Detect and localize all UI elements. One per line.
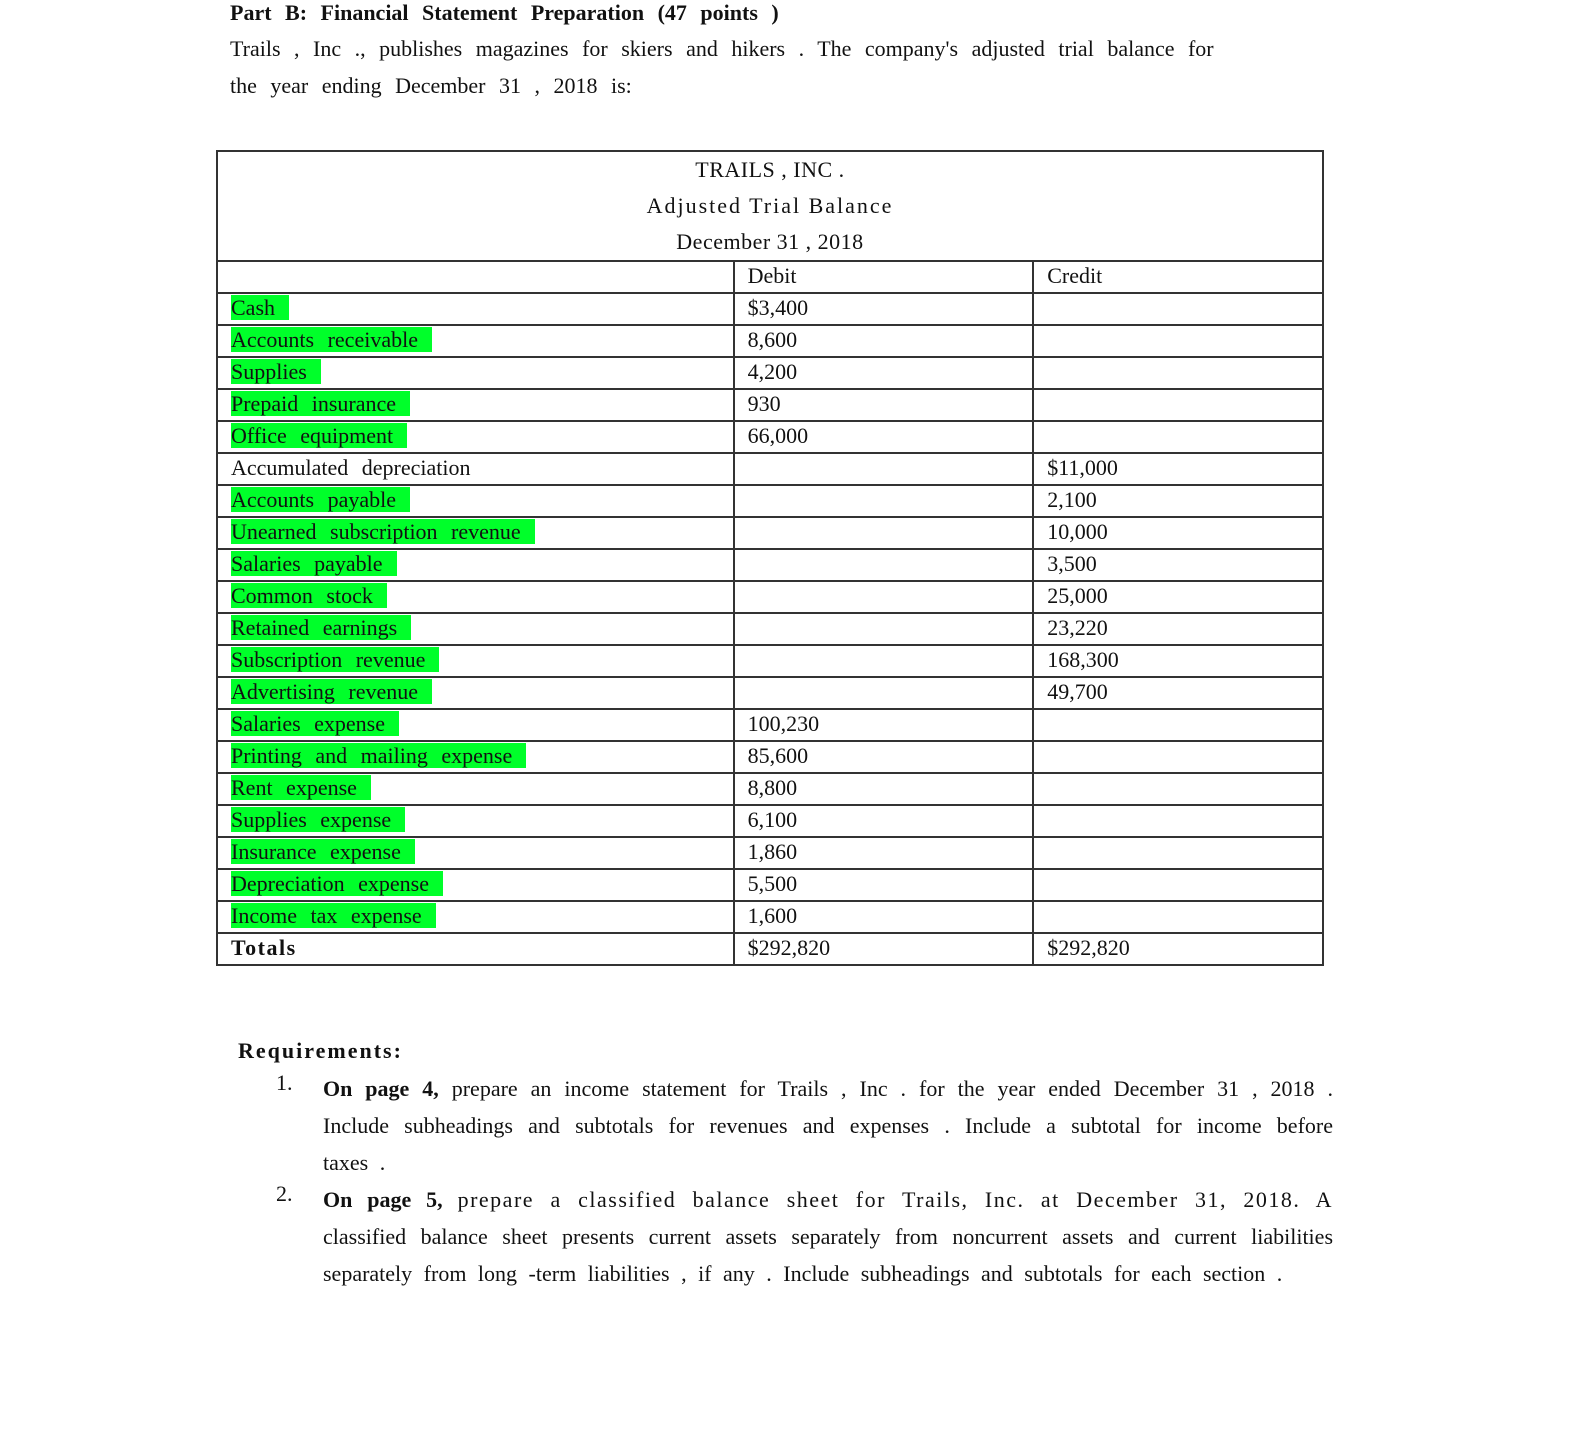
account-cell [217,613,734,645]
table-row [217,293,1323,325]
credit-cell: 25,000 [1033,581,1323,613]
account-cell [217,453,734,485]
table-row [217,805,1323,837]
account-name: Prepaid insurance [231,391,410,416]
column-header-row [217,261,1323,293]
table-row [217,549,1323,581]
credit-cell [1033,773,1323,805]
requirements-title: Requirements: [238,1038,403,1063]
debit-cell: 5,500 [734,869,1034,901]
account-cell [217,485,734,517]
table-row [217,389,1323,421]
debit-cell: $3,400 [734,293,1034,325]
credit-cell: 168,300 [1033,645,1323,677]
debit-cell: 930 [734,389,1034,421]
account-name: Accounts payable [231,487,410,512]
requirement-2-text-b: classified balance sheet presents current assets separately from noncurrent assets and current liabilities separately from long -term liabilities , if any . Include subheadings and subtotals for each section . [323,1224,1333,1286]
account-cell [217,517,734,549]
credit-cell [1033,421,1323,453]
table-row [217,517,1323,549]
totals-label: Totals [217,933,734,965]
requirement-2-body [323,1181,1333,1292]
debit-cell: 100,230 [734,709,1034,741]
header-account [217,261,734,293]
credit-cell [1033,901,1323,933]
credit-cell: 3,500 [1033,549,1323,581]
account-cell [217,709,734,741]
account-name: Unearned subscription revenue [231,519,535,544]
credit-cell [1033,869,1323,901]
account-name: Supplies [231,359,321,384]
debit-cell [734,549,1034,581]
header-credit: Credit [1033,261,1323,293]
totals-credit: $292,820 [1033,933,1323,965]
table-row [217,421,1323,453]
account-name: Advertising revenue [231,679,432,704]
account-cell [217,293,734,325]
table-row [217,901,1323,933]
table-row [217,357,1323,389]
account-cell [217,773,734,805]
table-row [217,325,1323,357]
account-name: Retained earnings [231,615,411,640]
debit-cell [734,613,1034,645]
table-row [217,741,1323,773]
account-cell [217,421,734,453]
credit-cell: 23,220 [1033,613,1323,645]
debit-cell [734,485,1034,517]
account-name: Income tax expense [231,903,436,928]
table-row [217,645,1323,677]
trial-balance-table [216,150,1324,966]
account-cell [217,741,734,773]
table-row [217,837,1323,869]
table-row [217,613,1323,645]
account-name: Depreciation expense [231,871,443,896]
table-row [217,773,1323,805]
debit-cell: 4,200 [734,357,1034,389]
statement-date: December 31 , 2018 [676,229,864,254]
credit-cell [1033,357,1323,389]
account-name: Insurance expense [231,839,415,864]
debit-cell: 85,600 [734,741,1034,773]
intro-line-2: the year ending December 31 , 2018 is: [230,73,632,98]
header-debit: Debit [734,261,1034,293]
table-body [217,293,1323,933]
credit-cell [1033,709,1323,741]
account-name: Salaries expense [231,711,399,736]
requirement-1-body [323,1070,1333,1181]
debit-cell [734,517,1034,549]
table-title-cell [217,151,1323,261]
account-name: Subscription revenue [231,647,439,672]
requirement-1-lead: On page 4, [323,1076,439,1101]
account-cell [217,645,734,677]
debit-cell: 1,600 [734,901,1034,933]
account-cell [217,677,734,709]
account-cell [217,389,734,421]
intro-line-1: Trails , Inc ., publishes magazines for skiers and hikers . The company's adjusted trial balance for [230,36,1214,61]
account-cell [217,901,734,933]
requirement-2-number: 2. [276,1181,293,1206]
debit-cell [734,453,1034,485]
table-row [217,485,1323,517]
credit-cell: $11,000 [1033,453,1323,485]
totals-debit: $292,820 [734,933,1034,965]
credit-cell [1033,741,1323,773]
part-heading: Part B: Financial Statement Preparation (47 points ) [230,0,779,25]
account-cell [217,805,734,837]
requirement-2-lead: On page 5, [323,1187,443,1212]
account-cell [217,581,734,613]
account-name: Cash [231,295,289,320]
account-name: Accumulated depreciation [231,455,471,480]
credit-cell [1033,805,1323,837]
debit-cell: 6,100 [734,805,1034,837]
credit-cell [1033,325,1323,357]
requirement-2-text-a: prepare a classified balance sheet for Trails, Inc. at December 31, 2018. A [457,1187,1333,1212]
table-row [217,581,1323,613]
account-name: Rent expense [231,775,371,800]
company-name: TRAILS , INC . [695,157,845,182]
account-name: Salaries payable [231,551,397,576]
account-name: Accounts receivable [231,327,432,352]
account-cell [217,869,734,901]
debit-cell: 8,800 [734,773,1034,805]
credit-cell [1033,293,1323,325]
table-row [217,869,1323,901]
account-name: Office equipment [231,423,407,448]
totals-row [217,933,1323,965]
account-cell [217,549,734,581]
credit-cell: 49,700 [1033,677,1323,709]
debit-cell: 8,600 [734,325,1034,357]
account-cell [217,357,734,389]
account-cell [217,325,734,357]
account-name: Common stock [231,583,387,608]
credit-cell: 2,100 [1033,485,1323,517]
statement-title: Adjusted Trial Balance [646,193,894,218]
requirement-1-number: 1. [276,1070,293,1095]
debit-cell [734,581,1034,613]
table-row [217,709,1323,741]
table-title-row [217,151,1323,261]
credit-cell: 10,000 [1033,517,1323,549]
debit-cell [734,645,1034,677]
account-cell [217,837,734,869]
requirement-1-text: prepare an income statement for Trails , Inc . for the year ended December 31 , 2018 . Include subheadings and subtotals for revenues and expenses . Include a subtotal for income before taxes . [323,1076,1333,1175]
account-name: Printing and mailing expense [231,743,526,768]
credit-cell [1033,837,1323,869]
account-name: Supplies expense [231,807,405,832]
debit-cell: 66,000 [734,421,1034,453]
credit-cell [1033,389,1323,421]
debit-cell [734,677,1034,709]
table-row [217,677,1323,709]
debit-cell: 1,860 [734,837,1034,869]
table-row [217,453,1323,485]
